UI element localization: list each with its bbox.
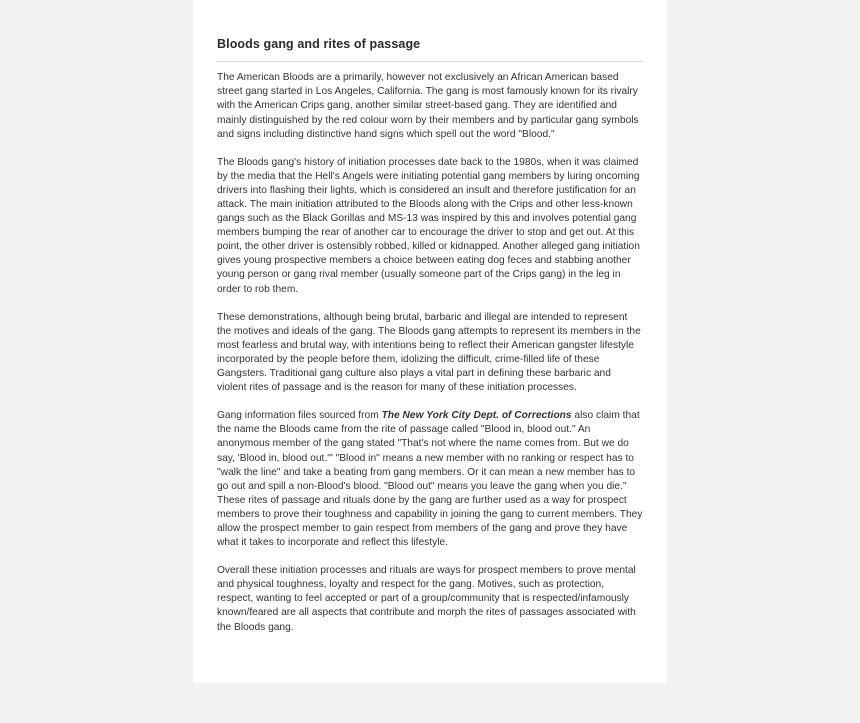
- body-paragraph: The Bloods gang's history of initiation processes date back to the 1980s, when it was claimed by the media that the Hell's Angels were initiating potential gang members by luring oncoming drivers into flashing their lights, which is considered an insult and therefore justification for an attack. The main initiation attributed to the Bloods along with the Crips and other less-known gangs such as the Black Gorillas and MS-13 was inspired by this and involves potential gang members bumping the rear of another car to encourage the driver to stop and get out. At this point, the other driver is ostensibly robbed, killed or kidnapped. Another alleged gang initiation gives young prospective members a choice between eating dog feces and stabbing another young person or gang rival member (usually someone part of the Crips gang) in the leg in order to rob them.: [217, 156, 640, 295]
- citation-lead-text: Gang information files sourced from: [217, 410, 382, 422]
- page-title: Bloods gang and rites of passage: [217, 37, 421, 51]
- body-paragraph: The American Bloods are a primarily, however not exclusively an African American based street gang started in Los Angeles, California. The gang is most famously known for its rivalry with the American Crips gang, another similar street-based gang. They are identified and mainly distinguished by the red colour worn by their members and by particular gang symbols and signs including distinctive hand signs which spell out the word "Blood.": [217, 72, 639, 140]
- citation-source-name: The New York City Dept. of Corrections: [381, 410, 572, 422]
- title-divider: [217, 61, 643, 62]
- body-paragraph-with-citation: [217, 409, 643, 550]
- citation-rest-text: also claim that the name the Bloods came from the rite of passage called "Blood in, blood out." An anonymous member of the gang stated "That's not where the name comes from. But we do say, 'Blood in, blood out.'" "Blood in" means a new member with no ranking or respect has to "walk the line" and take a beating from gang members. Or it can mean a new member has to go out and spill a non-Blood's blood. "Blood out" means you leave the gang when you die." These rites of passage and rituals done by the gang are further used as a way for prospect members to prove their toughness and capability in joining the gang to current members. They allow the prospect member to gain respect from members of the gang and prove they have what it takes to incorporate and reflect this lifestyle.: [217, 410, 643, 549]
- body-paragraph: Overall these initiation processes and rituals are ways for prospect members to prove mental and physical toughness, loyalty and respect for the gang. Motives, such as protection, respect, wanting to feel accepted or part of a group/community that is respected/infamously known/feared are all aspects that contribute and morph the rites of passages associated with the Bloods gang.: [217, 565, 636, 633]
- document-page: [193, 0, 667, 683]
- body-paragraph: These demonstrations, although being brutal, barbaric and illegal are intended to represent the motives and ideals of the gang. The Bloods gang attempts to represent its members in the most fearless and brutal way, with intentions being to reflect their American gangster lifestyle incorporated by the people before them, idolizing the difficult, crime-filled life of these Gangsters. Traditional gang culture also plays a vital part in defining these barbaric and violent rites of passage and is the reason for many of these initiation processes.: [217, 311, 641, 394]
